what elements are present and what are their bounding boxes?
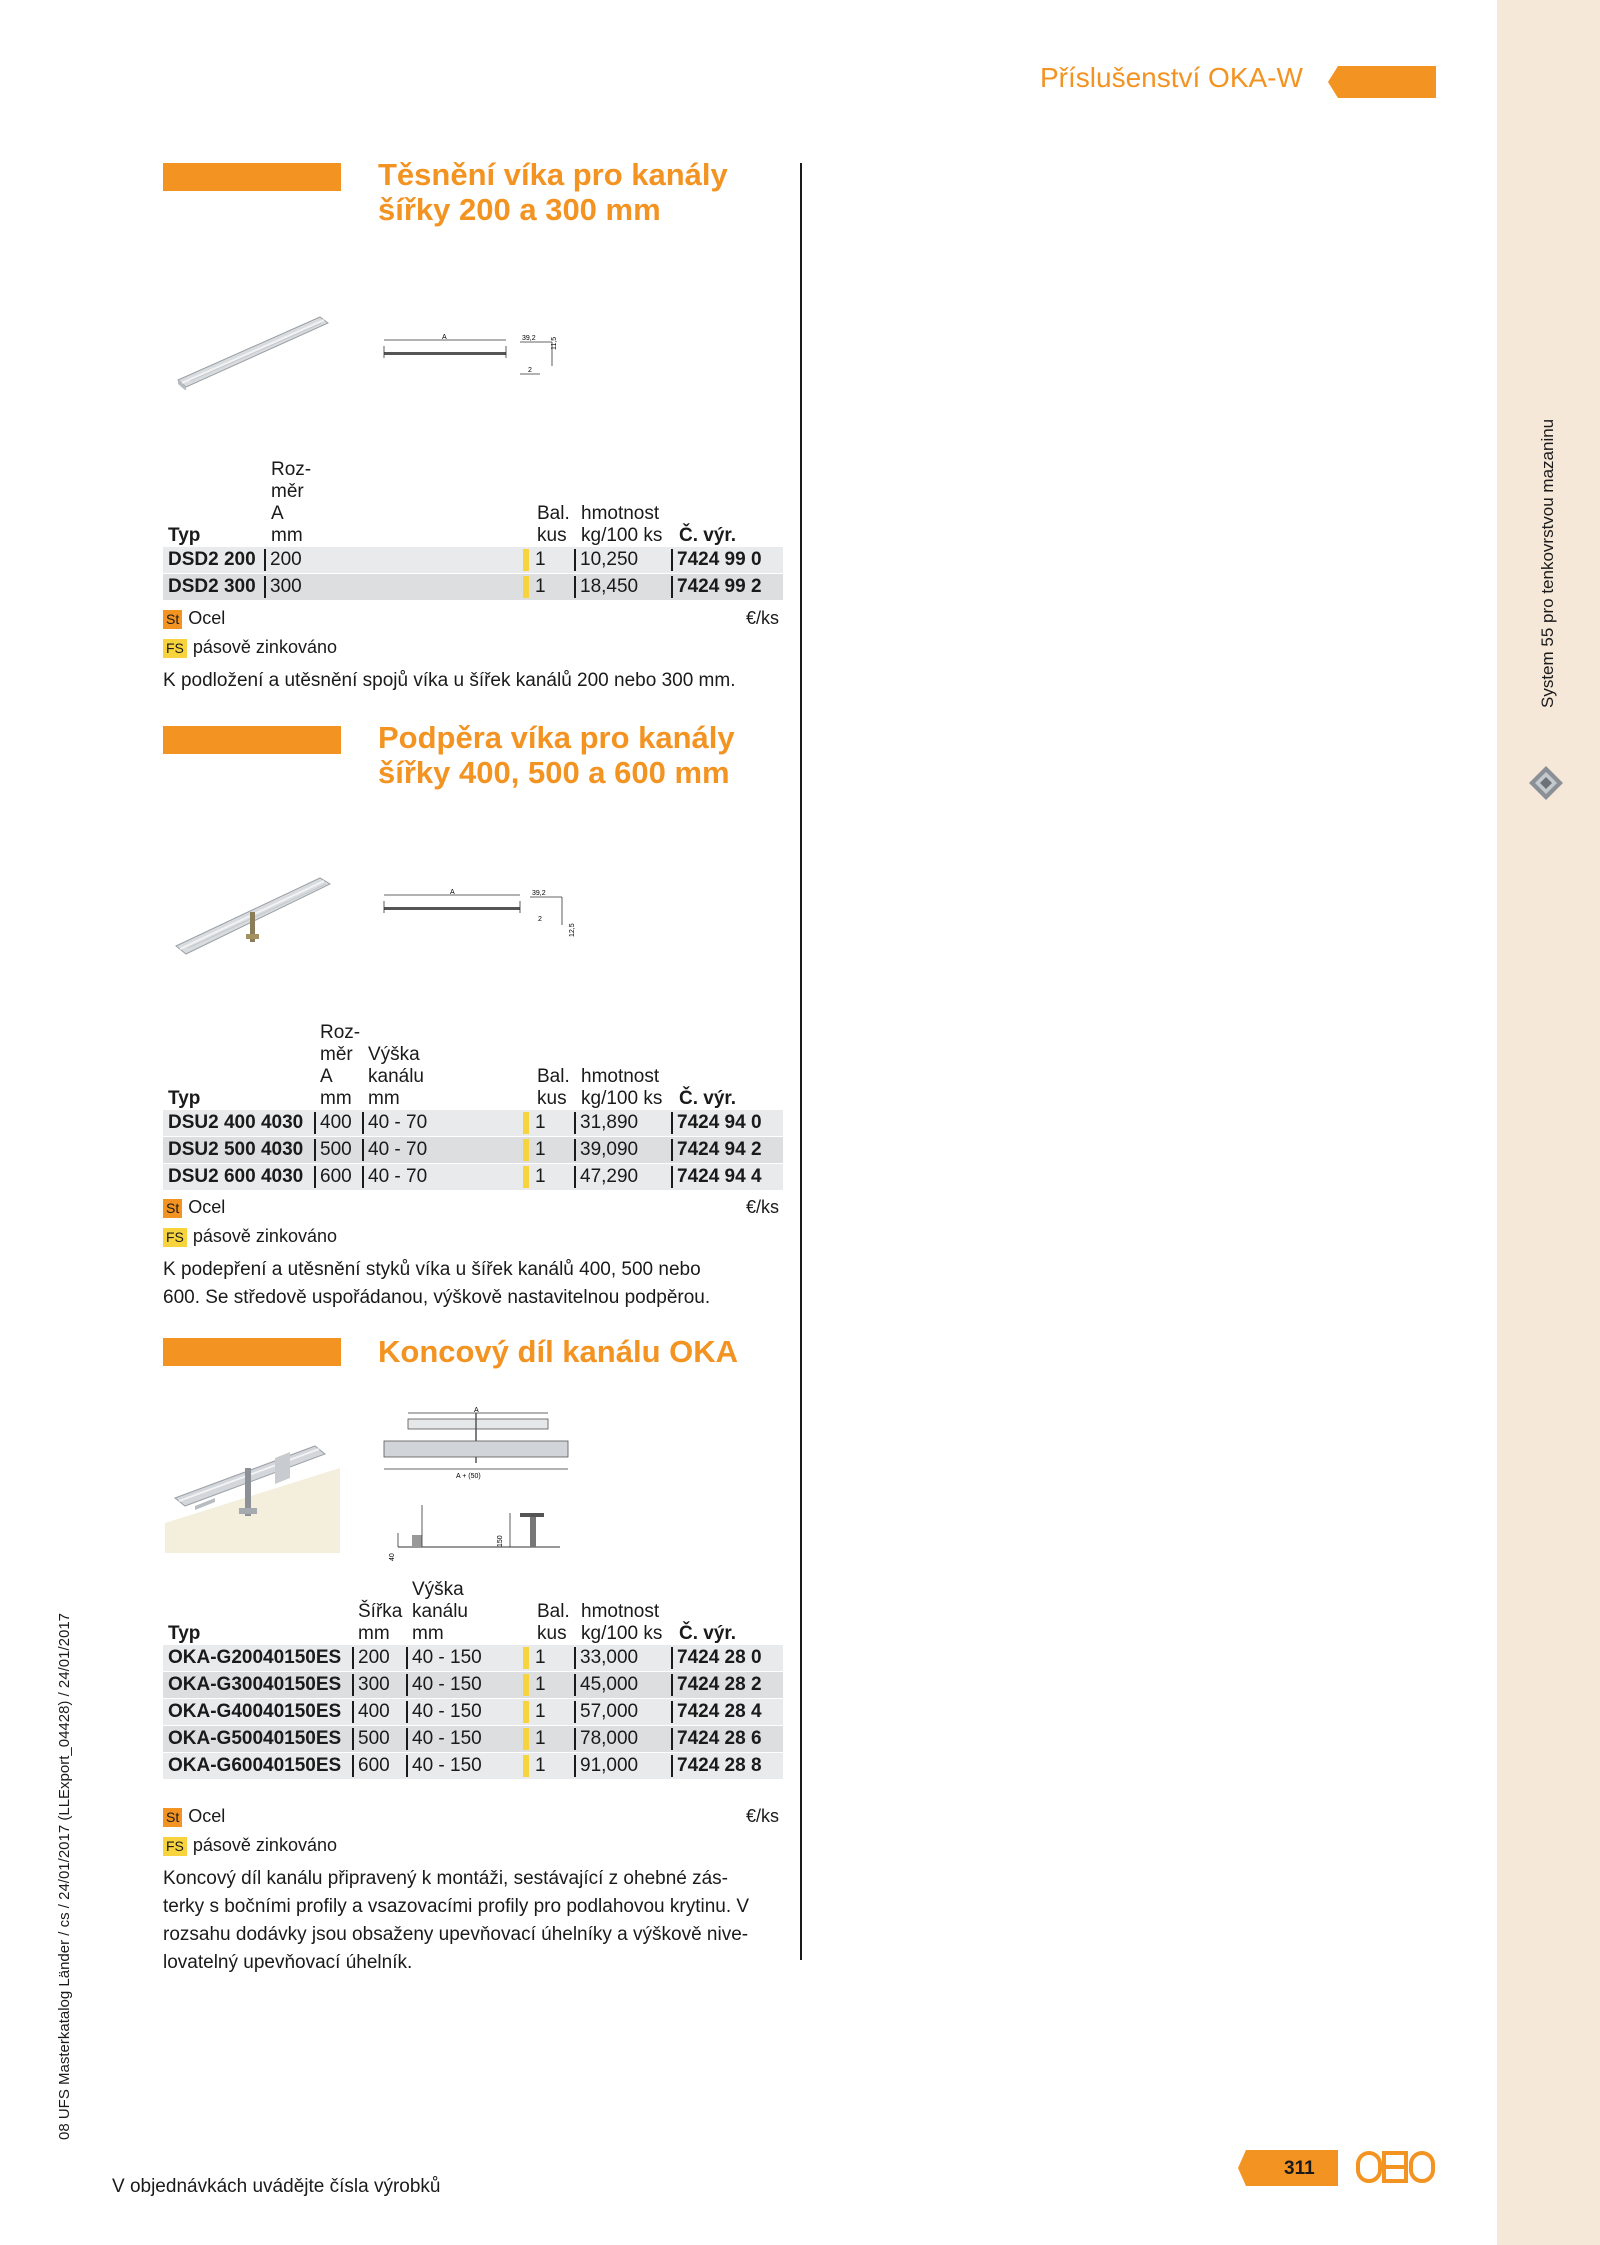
table-header (163, 1018, 783, 1110)
svg-text:2: 2 (528, 367, 532, 374)
svg-text:A: A (450, 889, 455, 896)
col-vyska: Výška kanálu mm (412, 1579, 468, 1644)
col-sirka: Šířka mm (358, 1601, 403, 1644)
product-table-oka-g (163, 1575, 783, 1780)
table-row: DSU2 400 4030 400 40 - 70 1 31,890 7424 94 0 (163, 1110, 783, 1137)
table-row: DSU2 500 4030 500 40 - 70 1 39,090 7424 94 2 (163, 1137, 783, 1164)
page-number: 311 (1284, 2158, 1315, 2179)
table-row: DSU2 600 4030 600 40 - 70 1 47,290 7424 94 4 (163, 1164, 783, 1191)
price-unit: €/ks (745, 1806, 779, 1826)
chapter-diamond-icon (1528, 765, 1564, 801)
svg-text:40: 40 (389, 1553, 396, 1561)
col-typ: Typ (168, 1088, 201, 1109)
col-bal: Bal. kus (537, 1066, 570, 1109)
price-unit: €/ks (745, 1197, 779, 1217)
table-header (163, 1575, 783, 1645)
technical-drawing-dsd2 (380, 330, 570, 380)
col-rozmer: Roz- měr A mm (271, 459, 312, 546)
svg-text:39,2: 39,2 (522, 335, 536, 342)
table-row: OKA-G20040150ES 200 40 - 150 1 33,000 7424 28 0 (163, 1645, 783, 1672)
material-badge-st: St (163, 610, 182, 629)
svg-text:12,5: 12,5 (569, 923, 576, 937)
catalog-export-info: 08 UFS Masterkatalog Länder / cs / 24/01/2017 (LLExport_04428) / 24/01/2017 (56, 1612, 73, 2140)
technical-drawing-oka-g (380, 1405, 580, 1570)
price-unit: €/ks (745, 608, 779, 628)
col-vyska: Výška kanálu mm (368, 1044, 424, 1109)
product-description: Koncový díl kanálu připravený k montáži, sestávající z ohebné zás- terky s bočními profily a vsazovacími profily pro podlahovou krytinu. V rozsahu dodávky jsou obsaženy upevňovací úhelníky a výškově nive- lovatelný upevňovací úhelník. (163, 1868, 750, 1973)
technical-drawing-dsu2 (380, 885, 590, 940)
col-cvyr: Č. výr. (679, 1088, 737, 1109)
col-cvyr: Č. výr. (679, 1623, 737, 1644)
table-row: DSD2 200 200 1 10,250 7424 99 0 (163, 547, 783, 574)
col-typ: Typ (168, 1623, 201, 1644)
col-bal: Bal. kus (537, 503, 570, 546)
svg-text:150: 150 (497, 1535, 504, 1547)
section-2-title: Podpěra víka pro kanály šířky 400, 500 a 600 mm (378, 720, 735, 790)
footer-note: V objednávkách uvádějte čísla výrobků (112, 2176, 441, 2197)
material-badge-st: St (163, 1199, 182, 1218)
side-band (1497, 0, 1600, 2245)
col-typ: Typ (168, 525, 201, 546)
material-steel: St Ocel €/ks (163, 608, 783, 629)
material-steel: St Ocel €/ks (163, 1806, 783, 1827)
obo-logo (1356, 2151, 1436, 2183)
table-row: OKA-G50040150ES 500 40 - 150 1 78,000 7424 28 6 (163, 1726, 783, 1753)
svg-text:A + (50): A + (50) (456, 1473, 481, 1480)
table-row: OKA-G30040150ES 300 40 - 150 1 45,000 7424 28 2 (163, 1672, 783, 1699)
col-hmotnost: hmotnost kg/100 ks (581, 503, 663, 546)
product-table-dsu2 (163, 1018, 783, 1191)
table-row: DSD2 300 300 1 18,450 7424 99 2 (163, 574, 783, 601)
product-image-dsd2 (170, 305, 330, 390)
product-image-dsu2 (170, 868, 335, 963)
section-1-title: Těsnění víka pro kanály šířky 200 a 300 mm (378, 157, 728, 227)
section-3-marker (163, 1338, 341, 1366)
col-rozmer: Roz- měr A mm (320, 1022, 361, 1109)
table-row: OKA-G40040150ES 400 40 - 150 1 57,000 7424 28 4 (163, 1699, 783, 1726)
header-tab-shape (1328, 66, 1436, 98)
side-chapter-label: System 55 pro tenkovrstvou mazaninu (1538, 418, 1557, 708)
col-cvyr: Č. výr. (679, 525, 737, 546)
svg-text:39,2: 39,2 (532, 890, 546, 897)
material-badge-fs: FS (163, 1837, 187, 1856)
svg-text:A: A (442, 334, 447, 341)
product-description: K podepření a utěsnění styků víka u šířek kanálů 400, 500 nebo 600. Se středově uspořádanou, výškově nastavitelnou podpěrou. (163, 1259, 711, 1308)
product-description: K podložení a utěsnění spojů víka u šířek kanálů 200 nebo 300 mm. (163, 670, 736, 691)
section-3-title: Koncový díl kanálu OKA (378, 1334, 739, 1369)
product-table-dsd2 (163, 455, 783, 601)
material-badge-st: St (163, 1808, 182, 1827)
section-1-marker (163, 163, 341, 191)
material-zinc: FS pásově zinkováno (163, 1835, 783, 1856)
svg-text:2: 2 (538, 916, 542, 923)
material-badge-fs: FS (163, 1228, 187, 1247)
column-divider (800, 163, 802, 1960)
col-bal: Bal. kus (537, 1601, 570, 1644)
col-hmotnost: hmotnost kg/100 ks (581, 1601, 663, 1644)
table-row: OKA-G60040150ES 600 40 - 150 1 91,000 7424 28 8 (163, 1753, 783, 1780)
material-zinc: FS pásově zinkováno (163, 637, 783, 658)
section-2-marker (163, 726, 341, 754)
col-hmotnost: hmotnost kg/100 ks (581, 1066, 663, 1109)
material-steel: St Ocel €/ks (163, 1197, 783, 1218)
material-badge-fs: FS (163, 639, 187, 658)
table-header (163, 455, 783, 547)
material-zinc: FS pásově zinkováno (163, 1226, 783, 1247)
svg-text:A: A (474, 1407, 479, 1414)
svg-text:11,5: 11,5 (551, 336, 558, 350)
product-image-oka-g (165, 1428, 340, 1553)
page-header-title: Příslušenství OKA-W (1040, 62, 1303, 93)
